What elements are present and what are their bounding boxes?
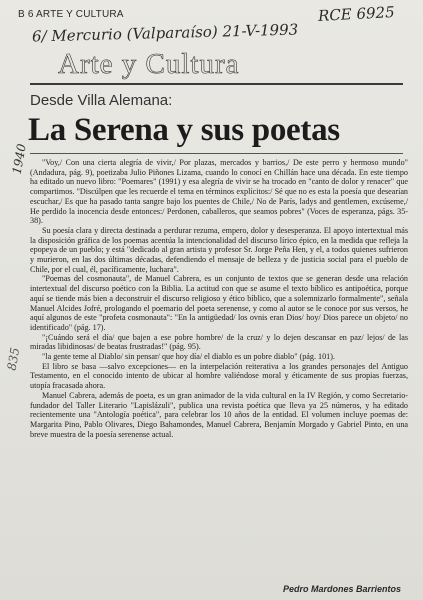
author-byline: Pedro Mardones Barrientos [282,584,401,594]
divider [30,83,403,85]
article-paragraph: "¡Cuándo será el día/ que bajen a ese pobre hombre/ de la cruz/ y lo dejen descansar en paz/ lejos/ de las miradas libidinosas/ de beatas frustradas!" (pág. 95). [30,332,408,352]
article-paragraph: El libro se basa —salvo excepciones— en la interpelación reiterativa a los grandes personajes del Antiguo Testamento, en el conocido intento de ubicar al hombre valiéndose moral y éticamente de sus propias fuerzas, utopía fracasada ahora. [30,361,408,391]
section-title: Arte y Cultura [58,48,240,80]
handwritten-source-date: 6/ Mercurio (Valparaíso) 21-V-1993 [31,20,299,46]
handwritten-margin-year: 1940 [9,142,29,176]
article-headline: La Serena y sus poetas [28,112,340,148]
divider [30,153,403,154]
handwritten-margin-number: 835 [4,346,23,372]
section-header-line: B 6 ARTE Y CULTURA [18,9,124,20]
article-paragraph: "Poemas del cosmonauta", de Manuel Cabrera, es un conjunto de textos que se generan desde una relación intertextual del discurso poético con la Biblia. La actitud con que se asume el texto bíblico es antipoética, porque aquí se tiende más bien a deconstruir el discurso religioso y ético bíblico, que a solemnizarlo formalmente", señala Manuel Alcides Jofré, prologando el poemario del poeta serenense, y como al autor se le conoce por sus versos, he aquí algunos de este "profeta cosmonauta": "En la antigüedad/ los ovnis eran Dios/ hoy/ Dios parece un objeto/ no identificado" (pág. 17). [30,274,408,332]
handwritten-reference-code: RCE 6925 [317,3,396,25]
article-paragraph: Su poesía clara y directa destinada a perdurar rezuma, empero, dolor y desesperanza. El apoyo intertextual más la disposición gráfica de los poemas acentúa la intencionalidad del discurso lírico épico, en la medida que refleja la epopeya de un pueblo; y está "dedicado al gran artista y profesor Sr. Jorge Peña Hen, y el, a todos quienes sufrieron y murieron, en las dos últimas décadas, defendiendo el mensaje de belleza y de justicia social para el pueblo de Chile, por el cual, él, pacíficamente, luchara". [30,225,408,274]
article-body [30,158,408,439]
article-paragraph: "Voy,/ Con una cierta alegría de vivir,/ Por plazas, mercados y barrios,/ De este perro y hermoso mundo" (Andadura, pág. 9), poetizaba Julio Piñones Lizama, cuando lo conocí en Chillán hace una década. En este tiempo ha editado un nuevo libro: "Poemares" (1991) y esa alegría de vivir se ha trocado en "canto de dolor y renacer" que compartimos. "Discúlpen que les recuerde el tema en términos explícitos:/ Sé que no es esta la poesía que desearían escuchar,/ Es que ha pasado tanta sangre bajo los puentes de Chile,/ No de París, ladys and gentlemen, excúseme,/ He perdido la inocencia desde entonces:/ Perdonen, caballeros, que seamos pobres" (Voces de esperanza, págs. 35-38). [30,158,408,226]
article-kicker: Desde Villa Alemana: [30,92,173,109]
article-paragraph: Manuel Cabrera, además de poeta, es un gran animador de la vida cultural en la IV Región, y como Secretario-fundador del Taller Literario "Lapislázuli", publica una revista poética que lleva ya 25 números, y ha editado recientemente una "Antología poética", para celebrar los 10 años de la entidad. El volumen incluye poemas de: Margarita Pino, Pablo Olivares, Diego Bahamondes, Manuel Cabrera, Benjamín Morgado y Gabriel Pinto, en una breve muestra de la poesía serenense actual. [30,390,408,439]
article-paragraph: "la gente teme al Diablo/ sin pensar/ que hoy día/ el diablo es un pobre diablo" (pág. 101). [42,352,335,362]
